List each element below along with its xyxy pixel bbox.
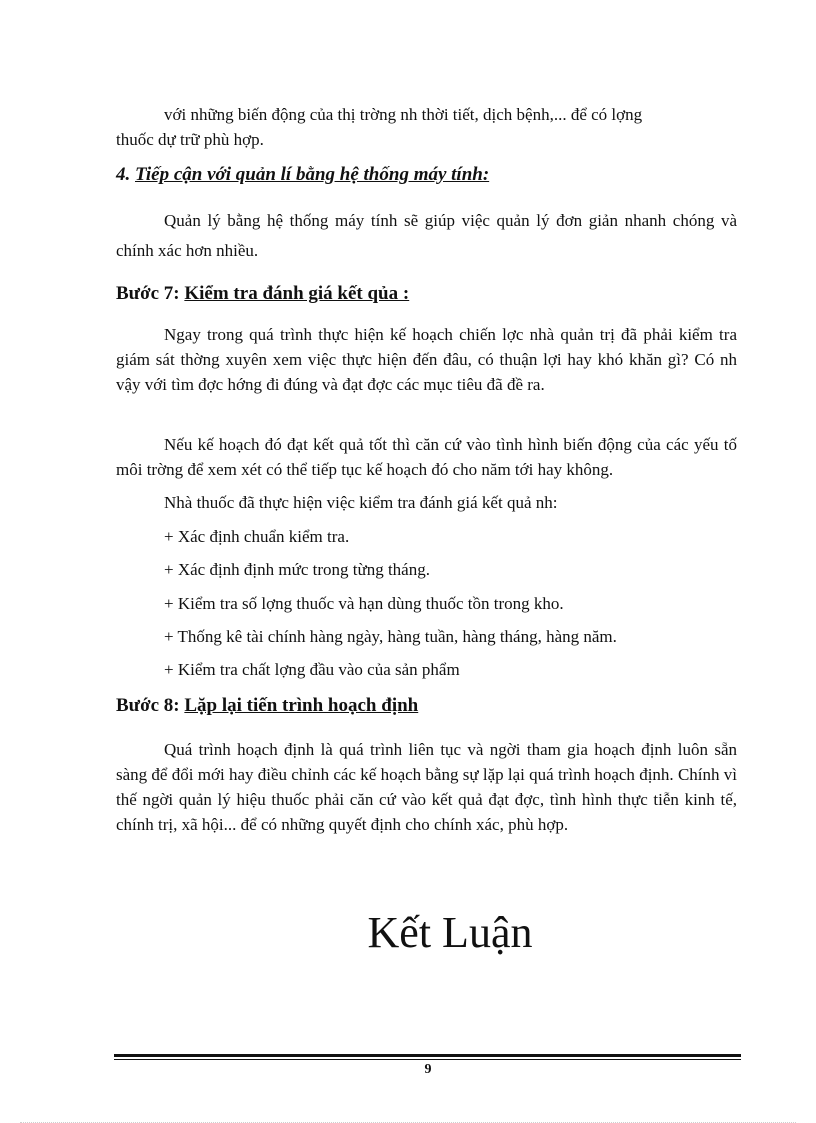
step-8-paragraph: Quá trình hoạch định là quá trình liên tục và ngời tham gia hoạch định luôn sẵn sàng để đổi mới hay điều chỉnh các kế hoạch bằng sự lặp lại quá trình hoạch định. Chính vì thế ngời quản lý hiệu thuốc phải căn cứ vào kết quả đạt đợc, tình hình thực tiễn kinh tế, chính trị, xã hội... để có những quyết định cho chính xác, phù hợp. [116,740,737,834]
conclusion-title: Kết Luận [367,908,533,957]
section-4-number: 4. [116,164,131,185]
step-7-heading [116,282,409,306]
step-7-paragraph-1: Ngay trong quá trình thực hiện kế hoạch chiến lợc nhà quản trị đã phải kiểm tra giám sát thờng xuyên xem việc thực hiện đến đâu, có thuận lợi hay khó khăn gì? Có nh vậy với tìm đợc hớng đi đúng và đạt đợc các mục tiêu đã đề ra. [116,325,737,394]
page-number: 9 [424,1062,432,1077]
footer-rule-thick [114,1054,741,1057]
intro-line-2: thuốc dự trữ phù hợp. [116,130,264,149]
bullet-item: + Kiểm tra chất lợng đầu vào của sản phẩm [164,660,460,679]
step-7-title: Kiểm tra đánh giá kết qủa : [184,283,410,304]
intro-line-1: với những biến động của thị trờng nh thời tiết, dịch bệnh,... để có lợng [164,105,643,124]
step-8-title: Lặp lại tiến trình hoạch định [184,695,419,716]
bullet-item: + Xác định chuẩn kiểm tra. [164,527,350,546]
section-4-heading [116,163,489,187]
section-4-title: Tiếp cận với quản lí bằng hệ thống máy tính: [135,164,490,185]
step-7-paragraph-3: Nhà thuốc đã thực hiện việc kiểm tra đánh giá kết quả nh: [164,493,558,512]
computer-management-paragraph: Quản lý bằng hệ thống máy tính sẽ giúp việc quản lý đơn giản nhanh chóng và chính xác hơn nhiều. [116,211,737,260]
step-8-heading [116,694,418,718]
step-7-paragraph-2: Nếu kế hoạch đó đạt kết quả tốt thì căn cứ vào tình hình biến động của các yếu tố môi trờng để xem xét có thể tiếp tục kế hoạch đó cho năm tới hay không. [116,435,737,479]
bullet-item: + Thống kê tài chính hàng ngày, hàng tuần, hàng tháng, hàng năm. [164,627,617,646]
bullet-item: + Kiểm tra số lợng thuốc và hạn dùng thuốc tồn trong kho. [164,594,564,613]
step-8-prefix: Bước 8: [116,695,180,716]
footer-rule-thin [114,1059,741,1060]
bullet-item: + Xác định định mức trong từng tháng. [164,560,430,579]
step-7-prefix: Bước 7: [116,283,180,304]
